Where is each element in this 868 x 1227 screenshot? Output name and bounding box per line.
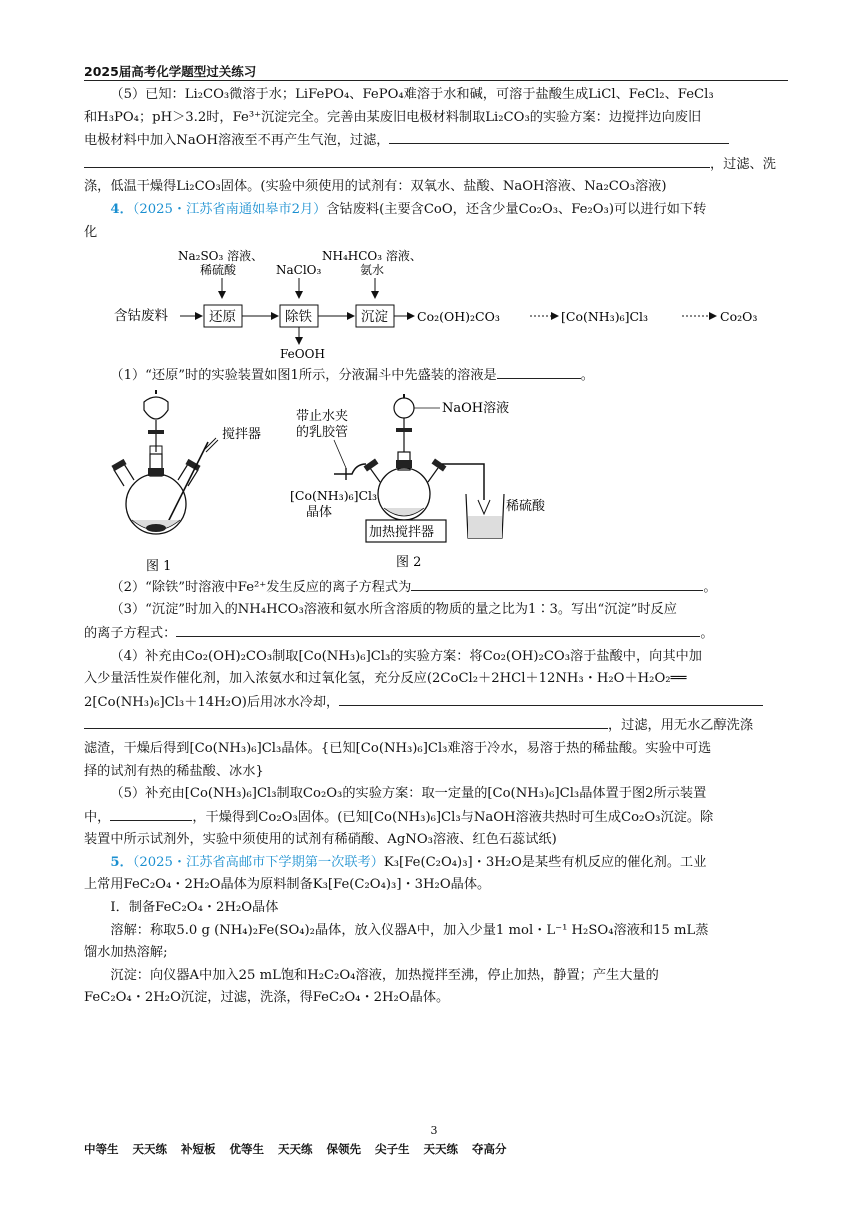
q4-sub5-line1: （5）补充由[Co(NH₃)₆]Cl₃制取Co₂O₃的实验方案：取一定量的[Co(NH₃)₆]Cl₃晶体置于图2所示装置 [110, 786, 707, 802]
q4-number: 4． [110, 201, 133, 217]
q5-intro [84, 852, 788, 875]
step-reduce: 还原 [209, 309, 236, 326]
funnel-bulb [394, 398, 414, 418]
q4-sub3-end: 。 [700, 625, 714, 641]
label-naoh: NaOH溶液 [442, 400, 510, 416]
q5-dissolve-line2: 馏水加热溶解; [84, 945, 168, 961]
q4-intro-text: 含钴废料(主要含CoO，还含少量Co₂O₃、Fe₂O₃)可以进行如下转 [326, 201, 707, 217]
q4-intro2: 化 [84, 224, 98, 240]
apparatus-figures [84, 390, 788, 572]
q4-sub2-end: 。 [703, 579, 717, 595]
q4-sub3-line1: （3）“沉淀”时加入的NH₄HCO₃溶液和氨水所含溶质的物质的量之比为1∶3。写出“沉淀”时反应 [110, 602, 677, 618]
q4-sub5-line3: 装置中所示试剂外，实验中须使用的试剂有稀硝酸、AgNO₃溶液、红色石蕊试纸) [84, 832, 557, 848]
figure-1 [111, 390, 261, 572]
figure-2-caption: 图 2 [396, 554, 422, 570]
q4-sub2-text: （2）“除铁”时溶液中Fe²⁺发生反应的离子方程式为 [110, 579, 412, 595]
label-crystal-line2: 晶体 [306, 504, 333, 520]
step-precipitate: 沉淀 [361, 309, 388, 326]
answer-blank[interactable] [84, 714, 608, 729]
q4-sub4-line6: 择的试剂有热的稀盐酸、冰水} [84, 763, 264, 779]
footer-slogan: 中等生 天天练 补短板 优等生 天天练 保领先 尖子生 天天练 夺高分 [84, 1142, 507, 1156]
q5-precip-line2: FeC₂O₄・2H₂O沉淀，过滤，洗涤，得FeC₂O₄・2H₂O晶体。 [84, 990, 450, 1006]
apparatus-svg [84, 390, 788, 572]
q5-part1: Ⅰ．制备FeC₂O₄・2H₂O晶体 [110, 900, 279, 916]
answer-blank[interactable] [84, 153, 710, 168]
q5-precip-line1: 沉淀：向仪器A中加入25 mL饱和H₂C₂O₄溶液，加热搅拌至沸，停止加热，静置；产生大量的 [110, 967, 659, 983]
q4-sub4-line4-text: ，过滤，用无水乙醇洗涤 [608, 718, 754, 734]
q5a-line2: 和H₃PO₄；pH＞3.2时，Fe³⁺沉淀完全。完善由某废旧电极材料制取Li₂CO₃的实验方案：边搅拌边向废旧 [84, 109, 702, 125]
answer-blank[interactable] [110, 806, 192, 821]
byproduct-feooh: FeOOH [280, 347, 325, 361]
q4-intro [84, 199, 788, 222]
product-co2oh2co3: Co₂(OH)₂CO₃ [417, 309, 500, 325]
reagent-na2so3: Na₂SO₃ 溶液、 [178, 249, 264, 264]
flow-start: 含钴废料 [114, 308, 168, 325]
label-tube-line1: 带止水夹 [296, 408, 349, 424]
q5-number: 5． [110, 854, 133, 870]
product-co2o3: Co₂O₃ [720, 309, 758, 325]
answer-blank[interactable] [176, 622, 700, 637]
stirrer-rod [166, 442, 208, 526]
q4-sub3-line2-text: 的离子方程式： [84, 625, 177, 641]
q5a-line3-text: 电极材料中加入NaOH溶液至不再产生气泡，过滤， [84, 133, 390, 149]
separatory-funnel [144, 397, 168, 419]
q4-sub2 [84, 576, 788, 600]
figure-2 [290, 394, 546, 570]
reagent-h2so4: 稀硫酸 [200, 263, 237, 278]
q4-sub4-line3 [84, 691, 788, 715]
q5-intro-text: K₃[Fe(C₂O₄)₃]・3H₂O是某些有机反应的催化剂。工业 [383, 854, 707, 870]
q5-dissolve-line1: 溶解：称取5.0 g (NH₄)₂Fe(SO₄)₂晶体，放入仪器A中，加入少量1 mol・L⁻¹ H₂SO₄溶液和15 mL蒸 [110, 922, 709, 938]
q4-sub4-line2: 入少量活性炭作催化剂，加入浓氨水和过氧化氢，充分反应(2CoCl₂＋2HCl＋12NH₃・H₂O＋H₂O₂══ [84, 671, 687, 687]
product-complex: [Co(NH₃)₆]Cl₃ [561, 309, 649, 325]
q5a-line5: 涤，低温干燥得Li₂CO₃固体。(实验中须使用的试剂有：双氧水、盐酸、NaOH溶液、Na₂CO₃溶液) [84, 179, 667, 195]
answer-blank[interactable] [389, 129, 729, 144]
q4-sub1-text: （1）“还原”时的实验装置如图1所示，分液漏斗中先盛装的溶液是 [110, 368, 497, 384]
label-dilute-h2so4: 稀硫酸 [506, 498, 546, 514]
q4-sub5-line2 [84, 806, 788, 830]
figure-1-caption: 图 1 [146, 558, 172, 572]
q5a-line1: （5）已知：Li₂CO₃微溶于水；LiFePO₄、FePO₄难溶于水和碱，可溶于盐酸生成LiCl、FeCl₂、FeCl₃ [110, 87, 714, 102]
label-heater: 加热搅拌器 [369, 524, 435, 540]
answer-blank[interactable] [497, 364, 581, 379]
header-title: 2025届高考化学题型过关练习 [84, 64, 257, 79]
q5a-line4-text: ，过滤、洗 [710, 156, 776, 172]
document-body [84, 84, 788, 1010]
q4-sub1 [84, 364, 788, 388]
process-flow-diagram [84, 248, 788, 360]
q5a-line4 [84, 153, 788, 177]
q4-sub5-line2-end: ，干燥得到Co₂O₃固体。(已知[Co(NH₃)₆]Cl₃与NaOH溶液共热时可生成Co₂O₃沉淀。除 [192, 809, 714, 825]
q4-sub5-line2-start: 中， [84, 809, 111, 825]
answer-blank[interactable] [339, 691, 763, 706]
q5-source: （2025・江苏省高邮市下学期第一次联考） [132, 854, 384, 870]
reagent-nh3h2o: 氨水 [360, 263, 385, 278]
q5a-line3 [84, 129, 788, 153]
label-stirrer: 搅拌器 [222, 426, 262, 442]
q4-source: （2025・江苏省南通如皋市2月） [132, 201, 327, 217]
header-rule [84, 80, 788, 81]
q5-intro2: 上常用FeC₂O₄・2H₂O晶体为原料制备K₃[Fe(C₂O₄)₃]・3H₂O晶体。 [84, 877, 491, 893]
answer-blank[interactable] [411, 576, 703, 591]
q4-sub1-end: 。 [580, 368, 594, 384]
page-number: 3 [430, 1124, 438, 1137]
q4-sub4-line4 [84, 714, 788, 738]
q4-sub4-line5: 滤渣，干燥后得到[Co(NH₃)₆]Cl₃晶体。{已知[Co(NH₃)₆]Cl₃难溶于冷水，易溶于热的稀盐酸。实验中可选 [84, 740, 712, 756]
q4-sub4-line1: （4）补充由Co₂(OH)₂CO₃制取[Co(NH₃)₆]Cl₃的实验方案：将Co₂(OH)₂CO₃溶于盐酸中，向其中加 [110, 648, 702, 664]
reagent-nh4hco3: NH₄HCO₃ 溶液、 [322, 249, 422, 264]
q4-sub4-line3-text: 2[Co(NH₃)₆]Cl₃＋14H₂O)后用冰水冷却， [84, 694, 340, 710]
label-crystal-line1: [Co(NH₃)₆]Cl₃ [290, 487, 378, 503]
label-tube-line2: 的乳胶管 [296, 424, 349, 440]
step-remove-iron: 除铁 [285, 309, 312, 326]
process-flow-svg [84, 248, 788, 360]
reagent-naclo3: NaClO₃ [276, 263, 322, 278]
q4-sub3-line2 [84, 622, 788, 646]
